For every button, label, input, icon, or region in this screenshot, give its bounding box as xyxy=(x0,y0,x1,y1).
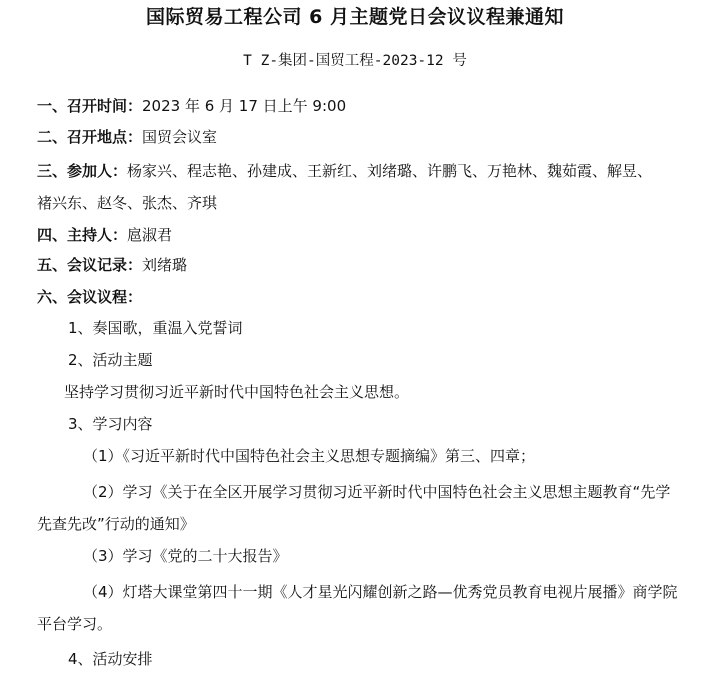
attendees-line-2 xyxy=(37,193,217,213)
host-value: 扈淑君 xyxy=(127,226,173,244)
page-title: 国际贸易工程公司 6 月主题党日会议议程兼通知 xyxy=(146,6,564,28)
agenda-step-3: 3、学习内容 xyxy=(68,415,153,433)
agenda-heading-line xyxy=(37,287,142,307)
study-item-4: （4）灯塔大课堂第四十一期《人才星光闪耀创新之路—优秀党员教育电视片展播》商学院平台学习。 xyxy=(37,583,678,633)
recorder-label: 五、会议记录： xyxy=(37,256,143,274)
agenda-step-1: 1、奏国歌，重温入党誓词 xyxy=(68,319,243,337)
attendees-value: 杨家兴、程志艳、孙建成、王新红、刘绪璐、许鹏飞、万艳林、魏茹霞、解昱、 xyxy=(127,162,653,180)
meeting-time-line xyxy=(37,96,346,116)
meeting-time-label: 一、召开时间： xyxy=(37,97,143,115)
meeting-place-line xyxy=(37,127,217,147)
agenda-heading: 六、会议议程： xyxy=(37,288,143,306)
document-number: T Z-集团-国贸工程-2023-12 号 xyxy=(243,53,467,69)
study-item-2: （2）学习《关于在全区开展学习贯彻习近平新时代中国特色社会主义思想主题教育“先学先查先改”行动的通知》 xyxy=(37,483,671,533)
host-line xyxy=(37,225,172,245)
attendees-label: 三、参加人： xyxy=(37,162,128,180)
agenda-step-2: 2、活动主题 xyxy=(68,351,153,369)
recorder-line xyxy=(37,255,187,275)
meeting-place-label: 二、召开地点： xyxy=(37,128,143,146)
attendees-value-continued: 褚兴东、赵冬、张杰、齐琪 xyxy=(37,194,218,212)
study-item-1: （1）《习近平新时代中国特色社会主义思想专题摘编》第三、四章； xyxy=(83,447,536,465)
recorder-value: 刘绪璐 xyxy=(142,256,188,274)
meeting-place-value: 国贸会议室 xyxy=(142,128,218,146)
agenda-theme: 坚持学习贯彻习近平新时代中国特色社会主义思想。 xyxy=(64,383,410,401)
attendees-line xyxy=(37,161,652,181)
host-label: 四、主持人： xyxy=(37,226,128,244)
meeting-time-value: 2023 年 6 月 17 日上午 9:00 xyxy=(142,97,347,115)
agenda-step-4: 4、活动安排 xyxy=(68,650,153,668)
study-item-3: （3）学习《党的二十大报告》 xyxy=(83,547,288,565)
